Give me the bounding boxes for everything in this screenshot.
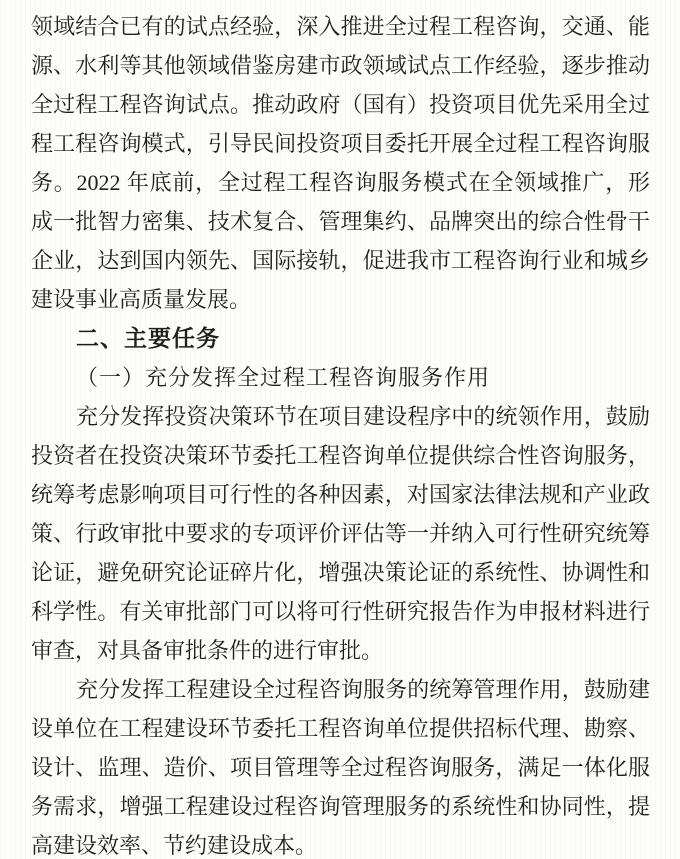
document-line: 成一批智力密集、技术复合、管理集约、品牌突出的综合性骨干: [31, 209, 650, 234]
subsection-heading: （一）充分发挥全过程工程咨询服务作用: [76, 365, 491, 390]
document-line: 投资者在投资决策环节委托工程咨询单位提供综合性咨询服务，: [31, 443, 650, 468]
document-line: 高建设效率、节约建设成本。: [31, 833, 318, 858]
document-line: 程工程咨询模式，引导民间投资项目委托开展全过程工程咨询服: [31, 131, 650, 156]
document-line: 充分发挥工程建设全过程咨询服务的统筹管理作用，鼓励建: [76, 677, 650, 702]
document-line: 审查，对具备审批条件的进行审批。: [31, 638, 384, 663]
document-line: 设单位在工程建设环节委托工程咨询单位提供招标代理、勘察、: [31, 716, 650, 741]
document-line: 统筹考虑影响项目可行性的各种因素，对国家法律法规和产业政: [31, 482, 650, 507]
document-line: 建设事业高质量发展。: [31, 287, 252, 312]
document-line: 务需求，增强工程建设过程咨询管理服务的系统性和协同性，提: [31, 794, 650, 819]
document-line: 领域结合已有的试点经验，深入推进全过程工程咨询，交通、能: [31, 14, 650, 39]
document-line: 论证，避免研究论证碎片化，增强决策论证的系统性、协调性和: [31, 560, 650, 585]
document-line: 策、行政审批中要求的专项评价评估等一并纳入可行性研究统筹: [31, 521, 650, 546]
document-line: 设计、监理、造价、项目管理等全过程咨询服务，满足一体化服: [31, 755, 650, 780]
document-line: 源、水利等其他领域借鉴房建市政领域试点工作经验，逐步推动: [31, 53, 650, 78]
section-heading: 二、主要任务: [76, 325, 220, 351]
document-line: 企业，达到国内领先、国际接轨，促进我市工程咨询行业和城乡: [31, 248, 650, 273]
document-line: 充分发挥投资决策环节在项目建设程序中的统领作用，鼓励: [76, 404, 650, 429]
document-line: 科学性。有关审批部门可以将可行性研究报告作为申报材料进行: [31, 599, 650, 624]
document-line: 全过程工程咨询试点。推动政府（国有）投资项目优先采用全过: [31, 92, 650, 117]
document-line: 务。2022 年底前，全过程工程咨询服务模式在全领域推广，形: [31, 170, 650, 195]
